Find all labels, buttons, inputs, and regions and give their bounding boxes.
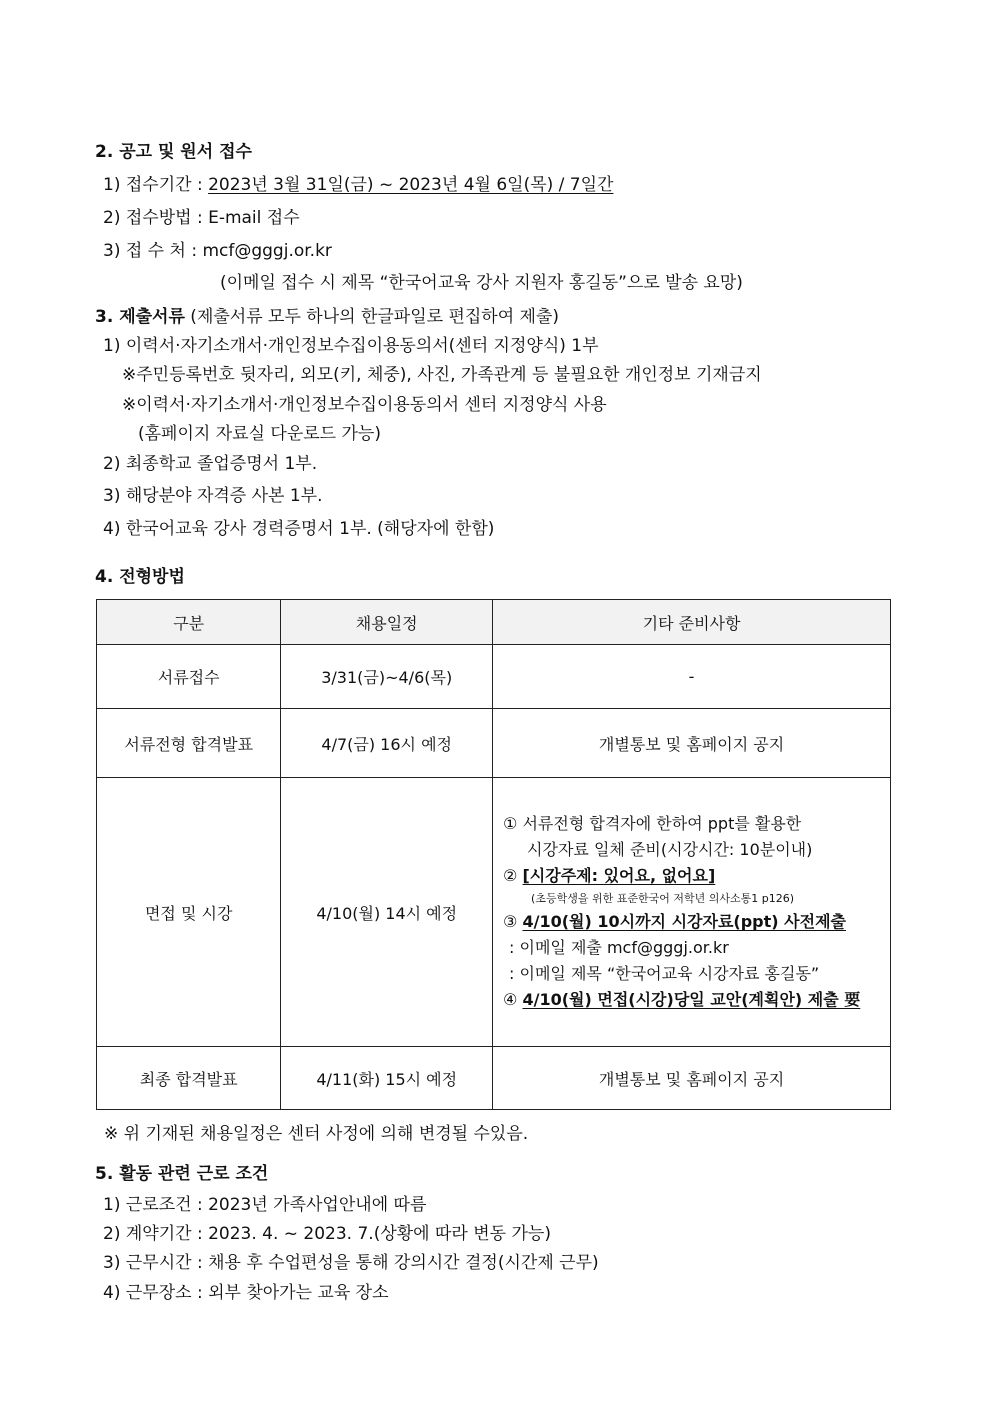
interview-note-3-num: ③: [503, 912, 523, 931]
table-row: [97, 778, 891, 1047]
s5-item-3: 3) 근무시간 : 채용 후 수업편성을 통해 강의시간 결정(시간제 근무): [103, 1253, 599, 1273]
stage-cell: 서류전형 합격발표: [97, 709, 281, 778]
s2-item-1: [103, 174, 613, 196]
s3-item-4: 4) 한국어교육 강사 경력증명서 1부. (해당자에 한함): [103, 519, 495, 539]
s2-item-3-note: (이메일 접수 시 제목 “한국어교육 강사 지원자 홍길동”으로 발송 요망): [220, 273, 743, 293]
s2-item-2: 2) 접수방법 : E-mail 접수: [103, 208, 300, 228]
s3-item-2: 2) 최종학교 졸업증명서 1부.: [103, 454, 318, 474]
section-4-title: 4. 전형방법: [95, 567, 185, 587]
interview-note-3b: : 이메일 제목 “한국어교육 시강자료 홍길동”: [509, 964, 820, 983]
interview-note-2: [503, 863, 880, 889]
section-5-title: 5. 활동 관련 근로 조건: [95, 1164, 269, 1184]
s3-item-1: 1) 이력서‧자기소개서‧개인정보수집이용동의서(센터 지정양식) 1부: [103, 336, 599, 356]
s3-item-1-note-2: ※이력서‧자기소개서‧개인정보수집이용동의서 센터 지정양식 사용: [122, 395, 607, 415]
section-2-title: 2. 공고 및 원서 접수: [95, 142, 252, 162]
s2-item-1-value: 2023년 3월 31일(금) ~ 2023년 4월 6일(목) / 7일간: [208, 175, 614, 195]
interview-note-cell: [493, 778, 891, 1047]
interview-note-4-num: ④: [503, 990, 523, 1009]
note-cell: 개별통보 및 홈페이지 공지: [493, 709, 891, 778]
interview-note-3: [503, 909, 880, 935]
table-header-row: [97, 600, 891, 645]
table-row: [97, 709, 891, 778]
stage-cell: 최종 합격발표: [97, 1047, 281, 1110]
date-cell: 3/31(금)~4/6(목): [281, 645, 493, 709]
schedule-footnote: ※ 위 기재된 채용일정은 센터 사정에 의해 변경될 수있음.: [104, 1124, 529, 1144]
stage-cell: 서류접수: [97, 645, 281, 709]
interview-note-4: [503, 987, 880, 1013]
s5-item-4: 4) 근무장소 : 외부 찾아가는 교육 장소: [103, 1283, 389, 1303]
s5-item-2: 2) 계약기간 : 2023. 4. ~ 2023. 7.(상황에 따라 변동 가능): [103, 1224, 551, 1244]
s3-item-3: 3) 해당분야 자격증 사본 1부.: [103, 486, 323, 506]
interview-note-3a: : 이메일 제출 mcf@gggj.or.kr: [509, 938, 729, 957]
s3-item-1-note-1: ※주민등록번호 뒷자리, 외모(키, 체중), 사진, 가족관계 등 불필요한 개인정보 기재금지: [122, 365, 762, 385]
s2-item-3: 3) 접 수 처 : mcf@gggj.or.kr: [103, 241, 332, 261]
table-row: [97, 645, 891, 709]
table-row: [97, 1047, 891, 1110]
header-date: 채용일정: [281, 600, 493, 645]
interview-note-1: ① 서류전형 합격자에 한하여 ppt를 활용한: [503, 814, 802, 833]
section-3-title-note: (제출서류 모두 하나의 한글파일로 편집하여 제출): [184, 307, 560, 327]
s3-item-1-note-3: (홈페이지 자료실 다운로드 가능): [138, 424, 381, 444]
note-cell: 개별통보 및 홈페이지 공지: [493, 1047, 891, 1110]
section-3-title: 3. 제출서류: [95, 307, 185, 327]
header-note: 기타 준비사항: [493, 600, 891, 645]
section-3-heading: [95, 306, 559, 328]
interview-topic-source: (초등학생을 위한 표준한국어 저학년 의사소통1 p126): [531, 892, 794, 905]
interview-note-2-num: ②: [503, 866, 523, 885]
schedule-table: [96, 599, 891, 1110]
date-cell: 4/11(화) 15시 예정: [281, 1047, 493, 1110]
s2-item-1-label: 1) 접수기간 :: [103, 175, 209, 195]
lesson-plan-note: 4/10(월) 면접(시강)당일 교안(계획안) 제출 要: [522, 990, 861, 1009]
s5-item-1: 1) 근로조건 : 2023년 가족사업안내에 따름: [103, 1195, 427, 1215]
stage-cell: 면접 및 시강: [97, 778, 281, 1047]
interview-note-1b: 시강자료 일체 준비(시강시간: 10분이내): [527, 840, 813, 859]
note-cell: -: [493, 645, 891, 709]
date-cell: 4/7(금) 16시 예정: [281, 709, 493, 778]
header-stage: 구분: [97, 600, 281, 645]
date-cell: 4/10(월) 14시 예정: [281, 778, 493, 1047]
interview-topic: [시강주제: 있어요, 없어요]: [522, 866, 716, 885]
material-deadline: 4/10(월) 10시까지 시강자료(ppt) 사전제출: [522, 912, 846, 931]
